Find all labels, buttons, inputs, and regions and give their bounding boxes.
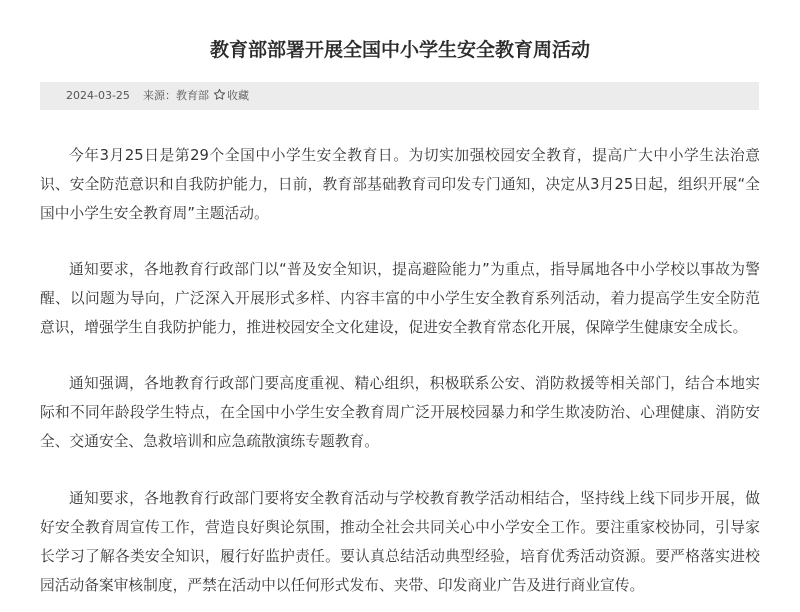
favorite-label: 收藏 xyxy=(227,89,249,102)
favorite-button[interactable] xyxy=(213,82,249,110)
paragraph-1: 今年3月25日是第29个全国中小学生安全教育日。为切实加强校园安全教育，提高广大中小学生法治意识、安全防范意识和自我防护能力，日前，教育部基础教育司印发专门通知，决定从3月25日起，组织开展“全国中小学生安全教育周”主题活动。 xyxy=(40,147,760,222)
star-outline-icon xyxy=(213,88,226,101)
paragraph-4: 通知要求，各地教育行政部门要将安全教育活动与学校教育教学活动相结合，坚持线上线下同步开展，做好安全教育周宣传工作，营造良好舆论氛围，推动全社会共同关心中小学安全工作。要注重家校协同，引导家长学习了解各类安全知识，履行好监护责任。要认真总结活动典型经验，培育优秀活动资源。要严格落实进校园活动备案审核制度，严禁在活动中以任何形式发布、夹带、印发商业广告及进行商业宣传。 xyxy=(40,490,760,594)
article-title: 教育部部署开展全国中小学生安全教育周活动 xyxy=(209,39,590,61)
article-source: 来源：教育部 xyxy=(143,89,209,102)
paragraph-2: 通知要求，各地教育行政部门以“普及安全知识，提高避险能力”为重点，指导属地各中小学校以事故为警醒、以问题为导向，广泛深入开展形式多样、内容丰富的中小学生安全教育系列活动，着力提高学生安全防范意识，增强学生自我防护能力，推进校园安全文化建设，促进安全教育常态化开展，保障学生健康安全成长。 xyxy=(40,261,760,336)
publish-date: 2024-03-25 xyxy=(66,89,130,102)
paragraph-3: 通知强调，各地教育行政部门要高度重视、精心组织，积极联系公安、消防救援等相关部门，结合本地实际和不同年龄段学生特点，在全国中小学生安全教育周广泛开展校园暴力和学生欺凌防治、心理健康、消防安全、交通安全、急救培训和应急疏散演练专题教育。 xyxy=(40,375,760,450)
article-meta-bar xyxy=(40,82,759,110)
